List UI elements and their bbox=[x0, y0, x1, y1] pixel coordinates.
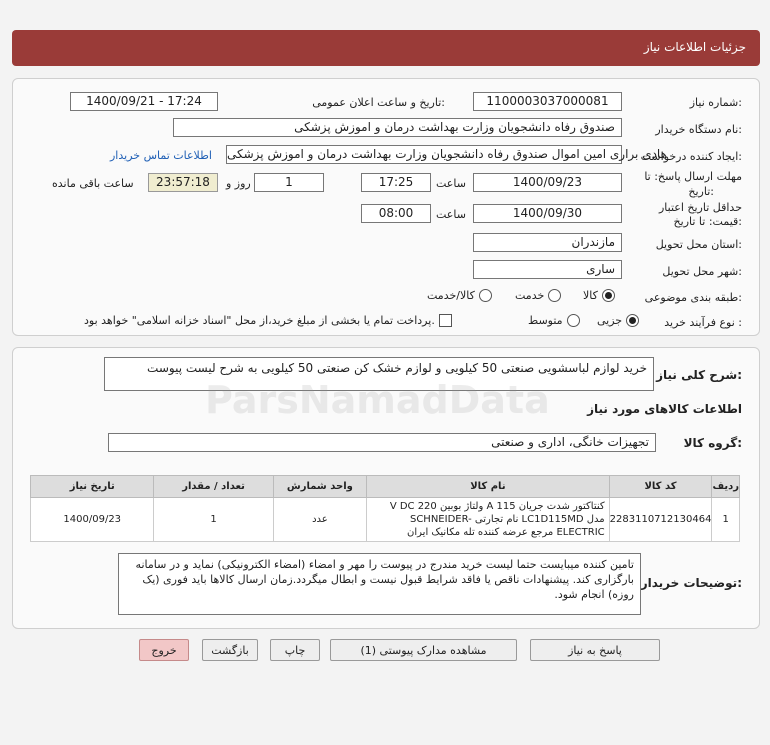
need-description-text: خرید لوازم لباسشویی صنعتی 50 کیلویی و لوازم خشک کن صنعتی 50 کیلویی به شرح لیست پیوست bbox=[147, 361, 647, 375]
cell-date: 1400/09/23 bbox=[31, 498, 154, 542]
radio-selected-icon[interactable] bbox=[602, 289, 615, 302]
deadline-label: مهلت ارسال پاسخ: تا bbox=[644, 170, 742, 183]
days-remaining-field[interactable]: 1 bbox=[254, 173, 324, 192]
validity-date-field[interactable]: 1400/09/30 bbox=[473, 204, 622, 223]
table-header-row bbox=[31, 476, 740, 498]
treasury-payment-label: پرداخت تمام یا بخشی از مبلغ خرید،از محل "اسناد خزانه اسلامی" خواهد بود. bbox=[84, 314, 435, 327]
city-label: شهر محل تحویل: bbox=[662, 265, 742, 278]
deadline-time-label: ساعت bbox=[436, 177, 466, 190]
radio-icon[interactable] bbox=[548, 289, 561, 302]
purchase-type-label: نوع فرآیند خرید : bbox=[664, 316, 742, 329]
purchase-medium-label: متوسط bbox=[528, 314, 563, 327]
province-field[interactable]: مازندران bbox=[473, 233, 622, 252]
validity-label-date: قیمت: تا تاریخ: bbox=[673, 215, 742, 228]
time-remaining-label: ساعت باقی مانده bbox=[52, 177, 134, 190]
category-goods-label: کالا bbox=[583, 289, 598, 302]
page-title: جزئیات اطلاعات نیاز bbox=[643, 40, 746, 54]
creator-field[interactable]: هادی براری امین اموال صندوق رفاه دانشجویان وزارت بهداشت درمان و اموزش پزشکی bbox=[226, 145, 622, 164]
items-table-wrapper bbox=[30, 475, 740, 542]
radio-icon[interactable] bbox=[479, 289, 492, 302]
buyer-name-field[interactable]: صندوق رفاه دانشجویان وزارت بهداشت درمان و اموزش پزشکی bbox=[173, 118, 622, 137]
category-radio-goods-service[interactable] bbox=[427, 289, 492, 302]
col-header-row-number: ردیف bbox=[712, 476, 740, 498]
view-attachments-button[interactable]: مشاهده مدارک پیوستی (1) bbox=[330, 639, 517, 661]
cell-quantity: 1 bbox=[154, 498, 273, 542]
deadline-time-field[interactable]: 17:25 bbox=[361, 173, 431, 192]
purchase-radio-medium[interactable] bbox=[528, 314, 580, 327]
category-label: طبقه بندی موضوعی: bbox=[644, 291, 742, 304]
cell-row-number: 1 bbox=[712, 498, 740, 542]
buyer-notes-text: تامین کننده میبایست حتما لیست خرید مندرج در پیوست را مهر و امضاء (امضاء الکترونیکی) نماید و در سامانه بارگزاری کند. پیشنهادات ناقص یا فاقد شرایط قبول نیست و ابطال میگردد.زمان ارسال کالاها باید فوری (یک روزه) انجام شود. bbox=[135, 558, 634, 601]
purchase-minor-label: جزیی bbox=[597, 314, 623, 327]
print-button[interactable]: چاپ bbox=[270, 639, 320, 661]
need-number-label: شماره نیاز: bbox=[689, 96, 742, 109]
buyer-name-label: نام دستگاه خریدار: bbox=[655, 123, 742, 136]
validity-label: حداقل تاریخ اعتبار bbox=[658, 201, 742, 214]
category-radio-goods[interactable] bbox=[583, 289, 615, 302]
validity-time-field[interactable]: 08:00 bbox=[361, 204, 431, 223]
announce-date-field[interactable]: 1400/09/21 - 17:24 bbox=[70, 92, 218, 111]
goods-group-label: گروه کالا: bbox=[683, 436, 742, 450]
items-table bbox=[30, 475, 740, 542]
col-header-quantity: تعداد / مقدار bbox=[154, 476, 273, 498]
category-goods-service-label: کالا/خدمت bbox=[427, 289, 475, 302]
radio-icon[interactable] bbox=[567, 314, 580, 327]
purchase-radio-minor[interactable] bbox=[597, 314, 639, 327]
exit-button[interactable]: خروج bbox=[139, 639, 189, 661]
province-label: استان محل تحویل: bbox=[655, 238, 742, 251]
cell-unit: عدد bbox=[273, 498, 367, 542]
creator-label: ایجاد کننده درخواست: bbox=[640, 150, 742, 163]
goods-group-field: تجهیزات خانگی، اداری و صنعتی bbox=[108, 433, 656, 452]
validity-time-label: ساعت bbox=[436, 208, 466, 221]
need-number-field[interactable]: 1100003037000081 bbox=[473, 92, 622, 111]
need-description-label: شرح کلی نیاز: bbox=[656, 368, 742, 382]
reply-button[interactable]: پاسخ به نیاز bbox=[530, 639, 660, 661]
days-label: روز و bbox=[226, 177, 251, 190]
category-service-label: خدمت bbox=[515, 289, 545, 302]
back-button[interactable]: بازگشت bbox=[202, 639, 258, 661]
buyer-notes-box bbox=[118, 553, 641, 615]
col-header-date: تاریخ نیاز bbox=[31, 476, 154, 498]
radio-selected-icon[interactable] bbox=[626, 314, 639, 327]
cell-code: 2283110712130464 bbox=[609, 498, 712, 542]
col-header-code: کد کالا bbox=[609, 476, 712, 498]
cell-name: کنتاکتور شدت جریان A 115 ولتاژ بوبین V DC 220 مدل LC1D115MD نام تجارتی SCHNEIDER-ELECTRIC مرجع عرضه کننده تله مکانیک ایران bbox=[367, 498, 609, 542]
deadline-label-date: تاریخ: bbox=[688, 185, 714, 198]
buyer-contact-link[interactable]: اطلاعات تماس خریدار bbox=[110, 149, 212, 162]
col-header-name: نام کالا bbox=[367, 476, 609, 498]
city-field[interactable]: ساری bbox=[473, 260, 622, 279]
page-title-bar bbox=[12, 30, 760, 66]
time-remaining-field: 23:57:18 bbox=[148, 173, 218, 192]
treasury-payment-checkbox[interactable] bbox=[84, 314, 452, 327]
announce-date-label: تاریخ و ساعت اعلان عمومی: bbox=[312, 96, 445, 109]
checkbox-icon[interactable] bbox=[439, 314, 452, 327]
category-radio-service[interactable] bbox=[515, 289, 561, 302]
buyer-notes-label: توضیحات خریدار: bbox=[640, 576, 742, 590]
col-header-unit: واحد شمارش bbox=[273, 476, 367, 498]
items-info-heading: اطلاعات کالاهای مورد نیاز bbox=[587, 402, 742, 416]
need-description-box bbox=[104, 357, 654, 391]
deadline-date-field[interactable]: 1400/09/23 bbox=[473, 173, 622, 192]
table-row[interactable] bbox=[31, 498, 740, 542]
